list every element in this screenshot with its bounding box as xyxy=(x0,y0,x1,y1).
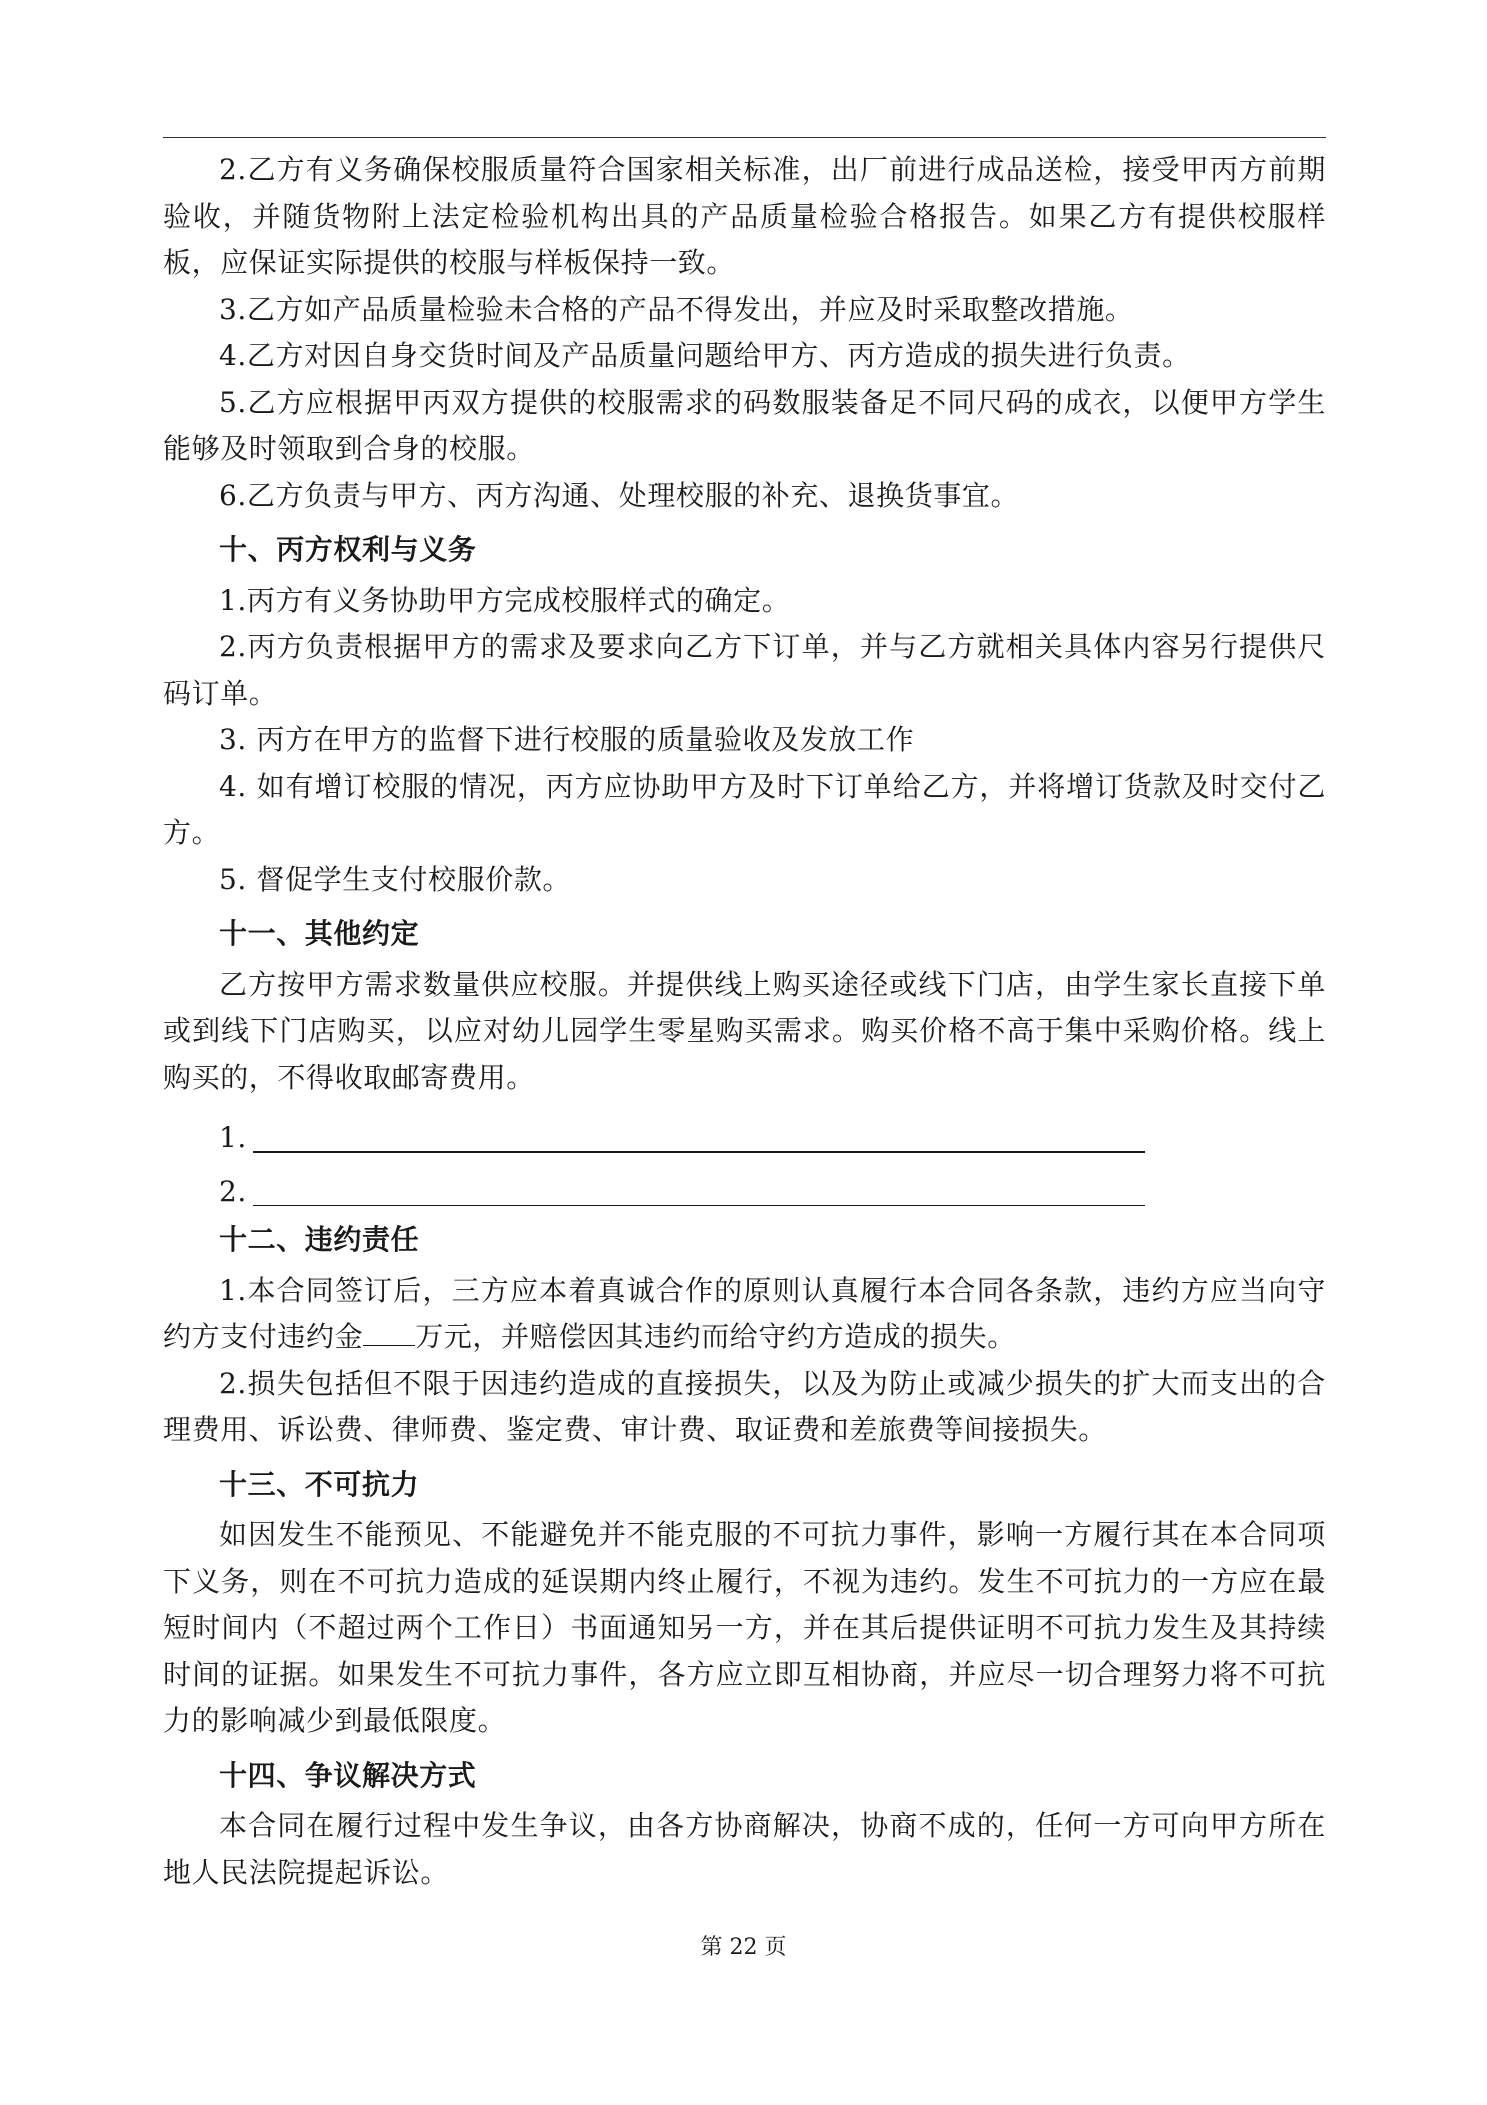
section-14-paragraph: 本合同在履行过程中发生争议，由各方协商解决，协商不成的，任何一方可向甲方所在地人民法院提起诉讼。 xyxy=(163,1809,1326,1889)
section-12-heading: 十二、违约责任 xyxy=(219,1223,420,1256)
clause-9-6: 6.乙方负责与甲方、丙方沟通、处理校服的补充、退换货事宜。 xyxy=(219,478,1020,512)
clause-12-1-text-after: 万元，并赔偿因其违约而给守约方造成的损失。 xyxy=(415,1320,1016,1353)
document-body xyxy=(163,147,1326,1896)
section-11-heading: 十一、其他约定 xyxy=(219,917,420,950)
section-10-heading: 十、丙方权利与义务 xyxy=(219,533,477,566)
header-rule xyxy=(163,137,1326,138)
section-13-heading: 十三、不可抗力 xyxy=(219,1467,420,1501)
blank-entry-1-line xyxy=(253,1151,1145,1153)
blank-entry-2-line xyxy=(253,1205,1145,1206)
clause-10-4: 4. 如有增订校服的情况，丙方应协助甲方及时下订单给乙方，并将增订货款及时交付乙方。 xyxy=(163,769,1326,849)
blank-entry-1-number: 1. xyxy=(219,1121,247,1154)
clause-9-4: 4.乙方对因自身交货时间及产品质量问题给甲方、丙方造成的损失进行负责。 xyxy=(219,339,1191,372)
blank-entry-1 xyxy=(163,1115,1326,1155)
section-11-paragraph: 乙方按甲方需求数量供应校服。并提供线上购买途径或线下门店，由学生家长直接下单或到线下门店购买，以应对幼儿园学生零星购买需求。购买价格不高于集中采购价格。线上购买的，不得收取邮寄费用。 xyxy=(163,967,1326,1094)
section-13-paragraph: 如因发生不能预见、不能避免并不能克服的不可抗力事件，影响一方履行其在本合同项下义务，则在不可抗力造成的延误期内终止履行，不视为违约。发生不可抗力的一方应在最短时间内（不超过两个工作日）书面通知另一方，并在其后提供证明不可抗力发生及其持续时间的证据。如果发生不可抗力事件，各方应立即互相协商，并应尽一切合理努力将不可抗力的影响减少到最低限度。 xyxy=(163,1518,1326,1737)
clause-12-1-text-before: 1.本合同签订后，三方应本着真诚合作的原则认真履行本合同各条款，违约方应当向守约方支付违约金 xyxy=(163,1273,1326,1353)
penalty-amount-blank xyxy=(363,1344,415,1346)
blank-entry-2 xyxy=(163,1169,1326,1209)
blank-entry-2-number: 2. xyxy=(219,1175,247,1208)
clause-10-2: 2.丙方负责根据甲方的需求及要求向乙方下订单，并与乙方就相关具体内容另行提供尺码订单。 xyxy=(163,630,1326,710)
clause-10-3: 3. 丙方在甲方的监督下进行校服的质量验收及发放工作 xyxy=(219,723,915,756)
section-14-heading: 十四、争议解决方式 xyxy=(219,1758,477,1792)
clause-9-2: 2.乙方有义务确保校服质量符合国家相关标准，出厂前进行成品送检，接受甲丙方前期验收，并随货物附上法定检验机构出具的产品质量检验合格报告。如果乙方有提供校服样板，应保证实际提供的校服与样板保持一致。 xyxy=(163,153,1326,279)
clause-9-5: 5.乙方应根据甲丙双方提供的校服需求的码数服装备足不同尺码的成衣，以便甲方学生能够及时领取到合身的校服。 xyxy=(163,385,1326,465)
clause-9-3: 3.乙方如产品质量检验未合格的产品不得发出，并应及时采取整改措施。 xyxy=(219,292,1134,326)
page-number: 第 22 页 xyxy=(700,1935,787,1960)
clause-12-1 xyxy=(163,1268,1326,1361)
clause-12-2: 2.损失包括但不限于因违约造成的直接损失，以及为防止或减少损失的扩大而支出的合理费用、诉讼费、律师费、鉴定费、审计费、取证费和差旅费等间接损失。 xyxy=(163,1366,1326,1446)
clause-10-1: 1.丙方有义务协助甲方完成校服样式的确定。 xyxy=(219,583,791,617)
clause-10-5: 5. 督促学生支付校服价款。 xyxy=(219,862,572,896)
